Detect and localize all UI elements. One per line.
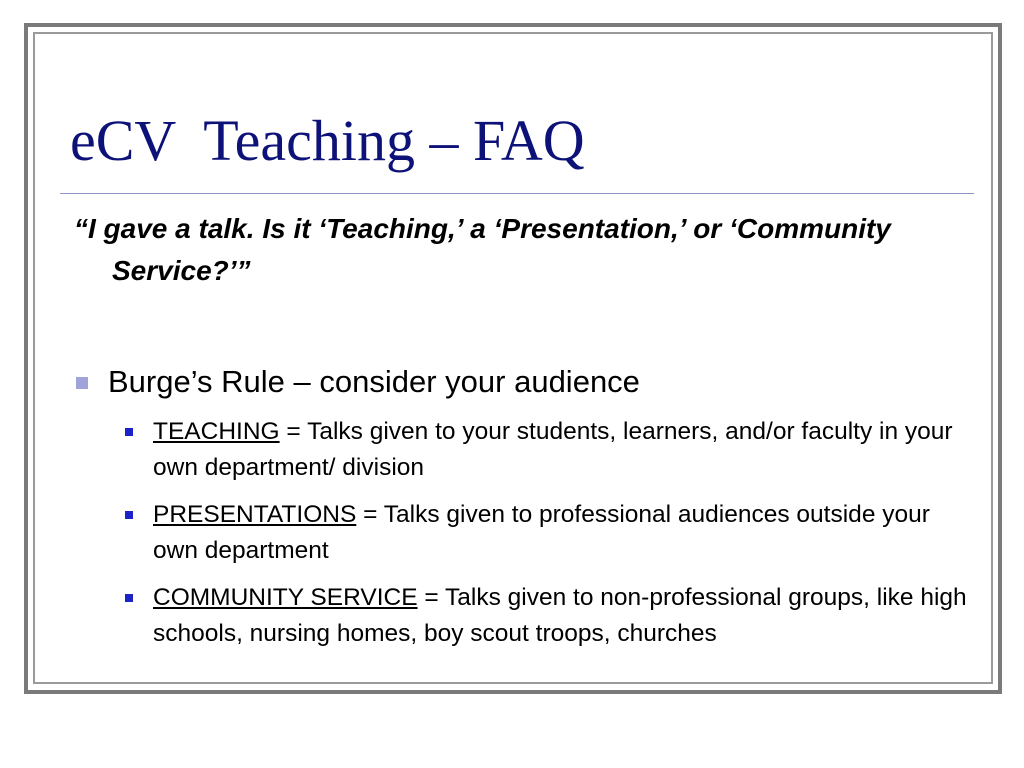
term-label: TEACHING — [153, 418, 280, 445]
list-item-text — [153, 580, 975, 652]
list-item-presentations — [125, 497, 975, 569]
title-divider — [60, 193, 974, 194]
list-item-text — [153, 414, 975, 486]
faq-question: “I gave a talk. Is it ‘Teaching,’ a ‘Presentation,’ or ‘Community Service?’” — [74, 213, 891, 286]
square-bullet-icon — [125, 594, 133, 602]
list-item-text — [153, 497, 975, 569]
term-label: COMMUNITY SERVICE — [153, 584, 418, 611]
square-bullet-icon — [76, 377, 88, 389]
term-definition: = Talks given to professional audiences outside your own department — [153, 501, 930, 564]
rule-text: Burge’s Rule – consider your audience — [108, 364, 640, 399]
rule-bullet — [76, 360, 956, 404]
slide-title: eCV Teaching – FAQ — [70, 108, 585, 173]
term-definition: = Talks given to non-professional groups, like high schools, nursing homes, boy scout troops, churches — [153, 584, 967, 647]
square-bullet-icon — [125, 428, 133, 436]
list-item-teaching — [125, 414, 975, 486]
term-label: PRESENTATIONS — [153, 501, 357, 528]
square-bullet-icon — [125, 511, 133, 519]
list-item-community-service — [125, 580, 975, 652]
term-definition: = Talks given to your students, learners, and/or faculty in your own department/ division — [153, 418, 953, 481]
